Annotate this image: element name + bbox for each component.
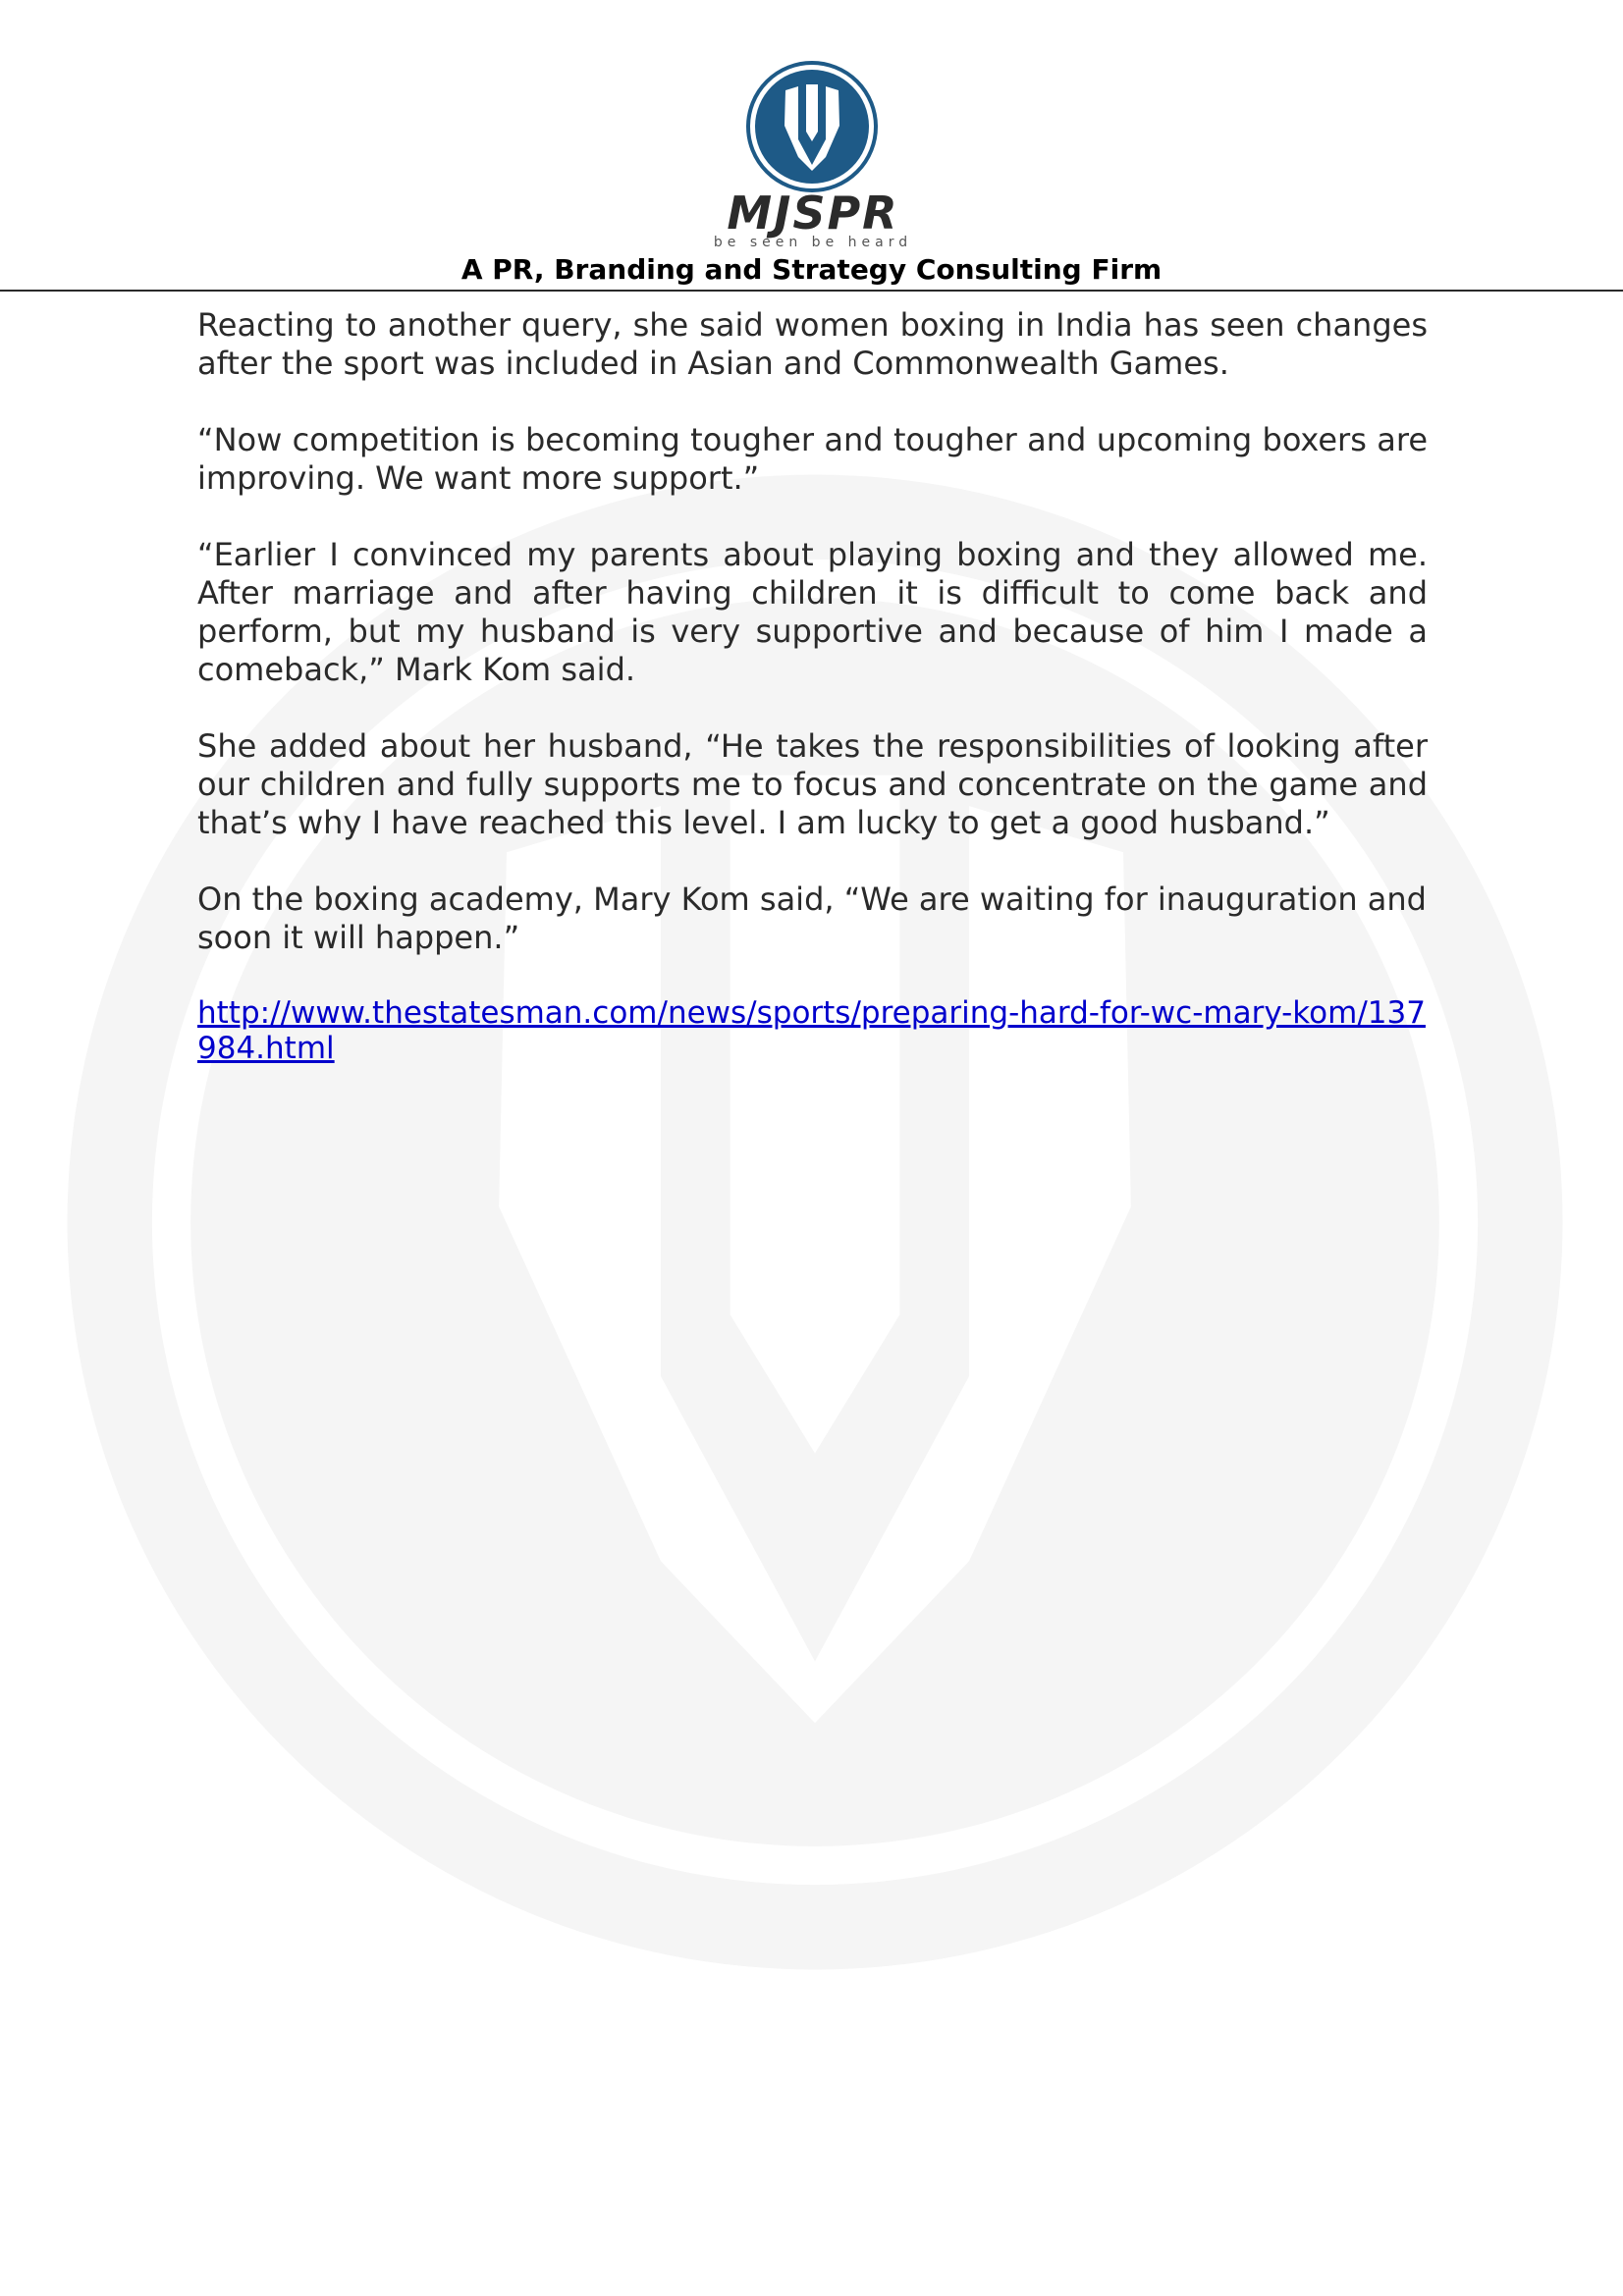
logo-wordmark: MJSPR <box>727 187 899 240</box>
paragraph: “Now competition is becoming tougher and tougher and upcoming boxers are improving. We want more support.” <box>197 421 1428 497</box>
paragraph: On the boxing academy, Mary Kom said, “We are waiting for inauguration and soon it will happen.” <box>197 881 1427 956</box>
logo-tagline: be seen be heard <box>713 235 913 250</box>
mjspr-logo-icon <box>746 61 878 192</box>
source-link[interactable]: http://www.thestatesman.com/news/sports/preparing-hard-for-wc-mary-kom/137984.html <box>197 995 1426 1066</box>
paragraph: She added about her husband, “He takes the responsibilities of looking after our children and fully supports me to focus and concentrate on the game and that’s why I have reached this level. I am lucky to get a good husband.” <box>197 727 1428 841</box>
header-divider <box>0 290 1623 292</box>
article-body <box>197 306 1428 1066</box>
letterhead <box>0 0 1623 293</box>
paragraph: Reacting to another query, she said women boxing in India has seen changes after the sport was included in Asian and Commonwealth Games. <box>197 306 1428 382</box>
firm-title: A PR, Branding and Strategy Consulting Firm <box>460 253 1163 286</box>
paragraph: “Earlier I convinced my parents about playing boxing and they allowed me. After marriage and after having children it is difficult to come back and perform, but my husband is very supportive and because of him I made a comeback,” Mark Kom said. <box>197 536 1428 688</box>
